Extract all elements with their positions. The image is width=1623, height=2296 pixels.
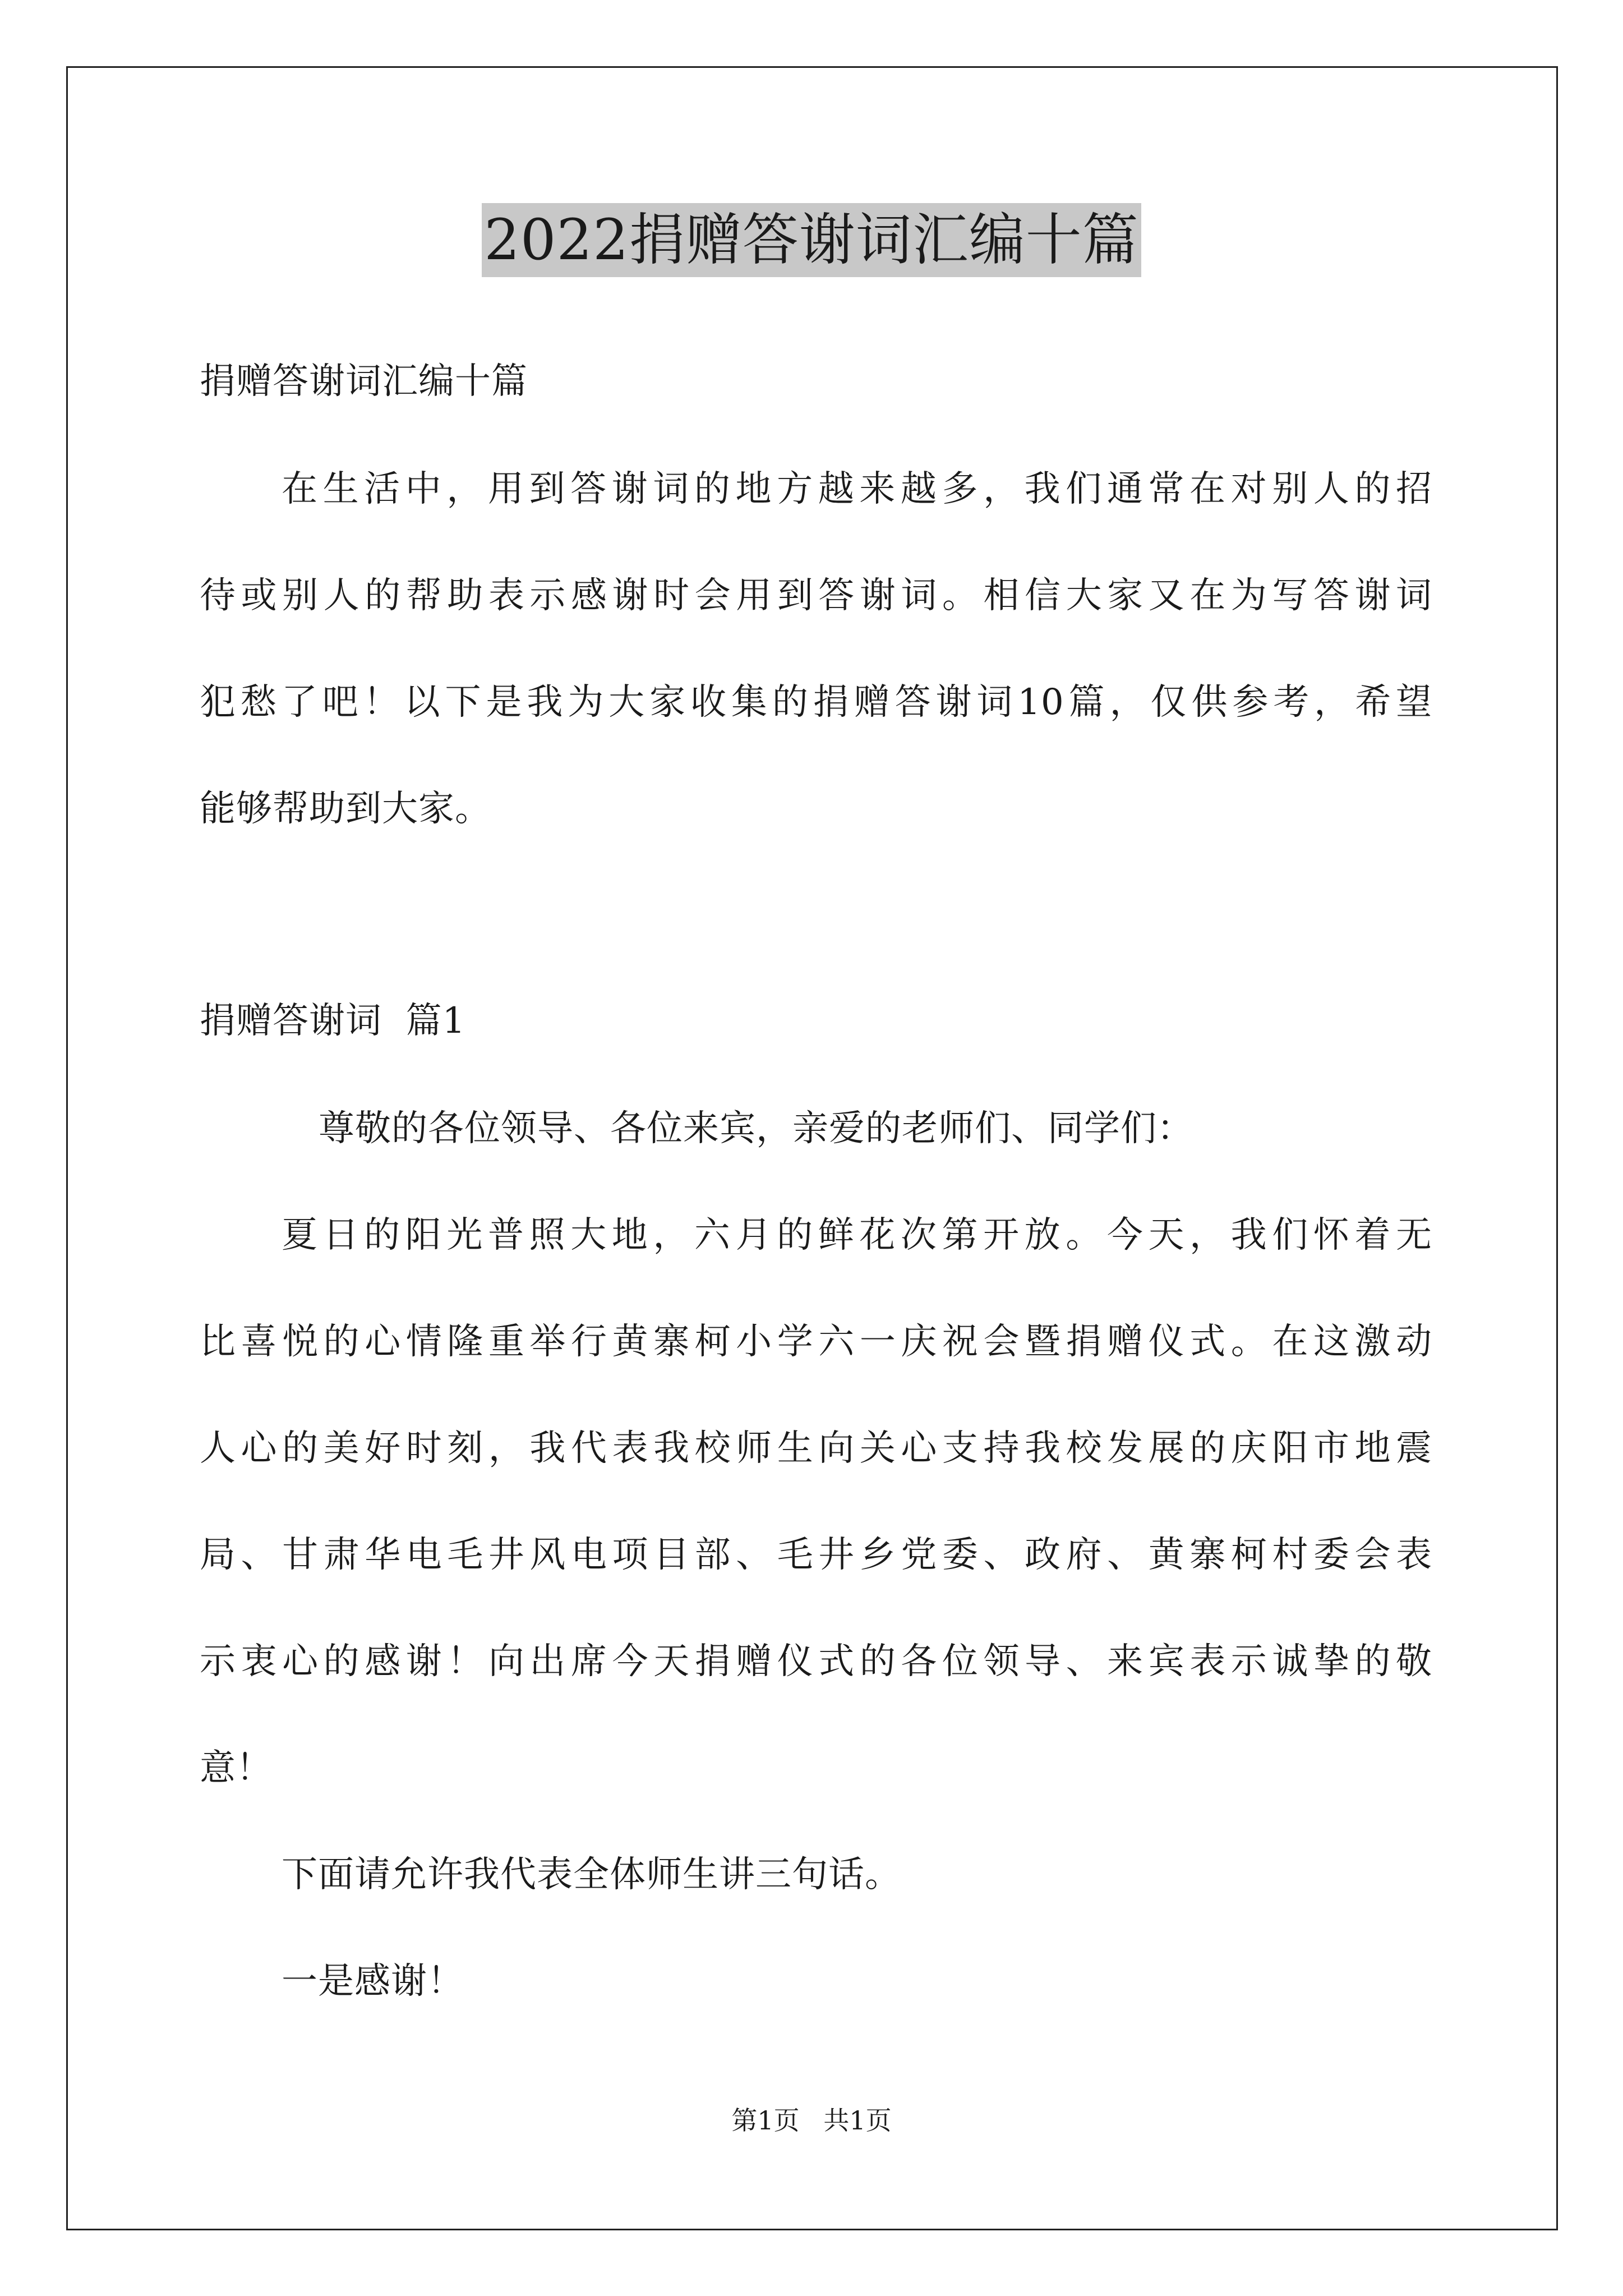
page-total: 共1页 xyxy=(823,2105,892,2136)
body-line: 局、甘肃华电毛井风电项目部、毛井乡党委、政府、黄寨柯村委会表 xyxy=(200,1534,1432,1576)
page-number: 第1页 xyxy=(731,2105,800,2136)
closing-line: 下面请允许我代表全体师生讲三句话。 xyxy=(282,1854,901,1895)
body-line: 人心的美好时刻，我代表我校师生向关心支持我校发展的庆阳市地震 xyxy=(200,1428,1432,1469)
intro-line: 犯愁了吧！以下是我为大家收集的捐赠答谢词10篇，仅供参考，希望 xyxy=(200,682,1432,723)
intro-line: 待或别人的帮助表示感谢时会用到答谢词。相信大家又在为写答谢词 xyxy=(200,575,1432,616)
section-heading: 捐赠答谢词 篇1 xyxy=(200,1000,466,1042)
intro-line: 在生活中，用到答谢词的地方越来越多，我们通常在对别人的招 xyxy=(282,468,1432,510)
body-line: 示衷心的感谢！向出席今天捐赠仪式的各位领导、来宾表示诚挚的敬 xyxy=(200,1641,1432,1682)
body-line: 比喜悦的心情隆重举行黄寨柯小学六一庆祝会暨捐赠仪式。在这激动 xyxy=(200,1321,1432,1363)
body-line: 意！ xyxy=(200,1747,273,1789)
page-footer xyxy=(0,2104,1623,2137)
document-title: 2022捐赠答谢词汇编十篇 xyxy=(482,203,1141,277)
salutation: 尊敬的各位领导、各位来宾，亲爱的老师们、同学们： xyxy=(319,1108,1193,1149)
title-container xyxy=(0,203,1623,277)
closing-line: 一是感谢！ xyxy=(282,1961,464,2002)
intro-line: 能够帮助到大家。 xyxy=(200,788,491,830)
document-subtitle: 捐赠答谢词汇编十篇 xyxy=(200,361,528,402)
body-line: 夏日的阳光普照大地，六月的鲜花次第开放。今天，我们怀着无 xyxy=(282,1214,1432,1256)
